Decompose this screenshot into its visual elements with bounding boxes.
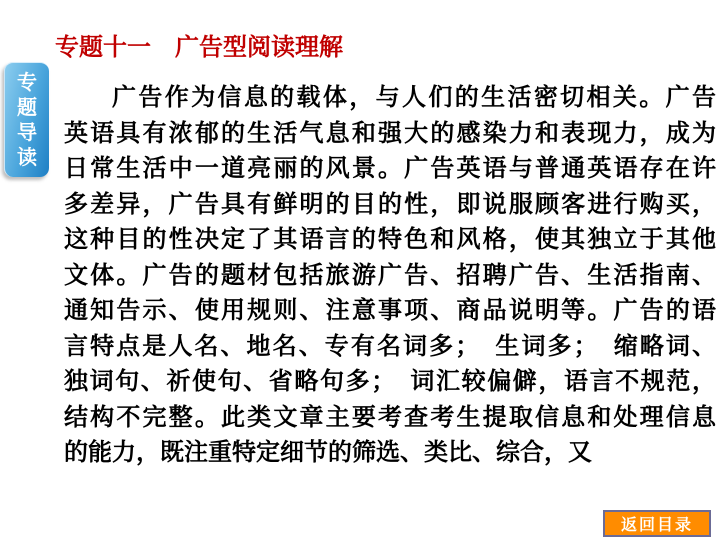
paragraph-line: 英语具有浓郁的生活气息和强大的感染力和表现力，成为 (64, 119, 716, 147)
tab-char: 导 (17, 121, 37, 144)
paragraph-line: 文体。广告的题材包括旅游广告、招聘广告、生活指南、 (64, 261, 716, 289)
tab-char: 题 (17, 96, 37, 119)
tab-char: 专 (17, 71, 37, 94)
paragraph-line: 这种目的性决定了其语言的特色和风格，使其独立于其他 (64, 226, 716, 253)
sidebar-tab-topic-intro[interactable] (4, 62, 49, 177)
page-title: 专题十一 广告型阅读理解 (55, 34, 343, 61)
paragraph-line: 结构不完整。此类文章主要考查考生提取信息和处理信息 (64, 403, 716, 431)
paragraph-line: 多差异，广告具有鲜明的目的性，即说服顾客进行购买， (64, 190, 716, 218)
paragraph-line: 广告作为信息的载体，与人们的生活密切相关。广告 (112, 84, 716, 111)
paragraph-line: 言特点是人名、地名、专有名词多； 生词多； 缩略词、 (64, 332, 716, 360)
paragraph-line: 的能力，既注重特定细节的筛选、类比、综合，又 (64, 439, 592, 466)
paragraph-line: 日常生活中一道亮丽的风景。广告英语与普通英语存在许 (64, 155, 716, 182)
tab-char: 读 (17, 146, 37, 169)
back-to-toc-button[interactable]: 返回目录 (603, 510, 711, 537)
paragraph-line: 独词句、祈使句、省略句多； 词汇较偏僻，语言不规范， (64, 368, 716, 395)
intro-paragraph (64, 80, 716, 471)
paragraph-line: 通知告示、使用规则、注意事项、商品说明等。广告的语 (64, 297, 716, 324)
